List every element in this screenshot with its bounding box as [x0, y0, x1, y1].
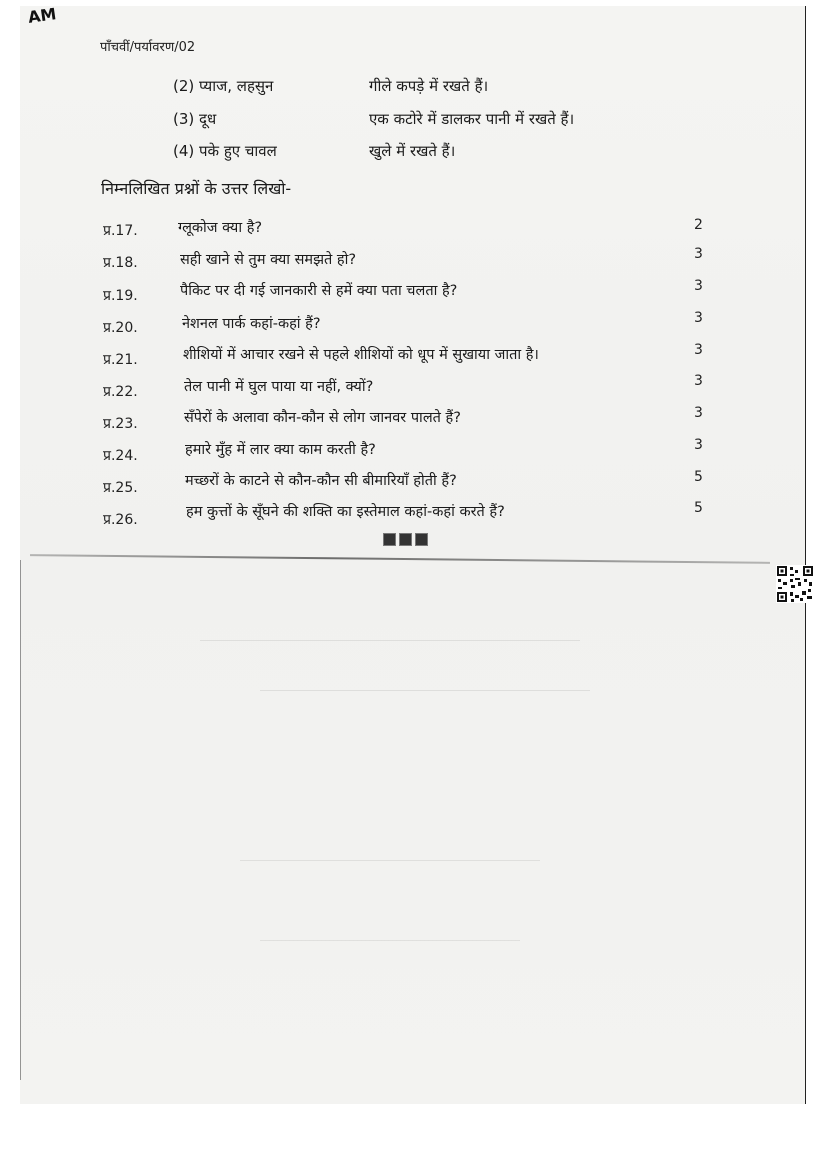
question-text: तेल पानी में घुल पाया या नहीं, क्यों? — [184, 379, 374, 395]
match-right-2: गीले कपड़े में रखते हैं। — [369, 77, 489, 95]
question-marks: 3 — [694, 342, 703, 358]
end-block — [415, 533, 428, 546]
question-text: हम कुत्तों के सूँघने की शक्ति का इस्तेमाल कहां-कहां करते हैं? — [186, 504, 505, 520]
question-number: प्र.24. — [103, 448, 138, 464]
question-number: प्र.26. — [103, 512, 138, 528]
question-marks: 5 — [694, 469, 703, 485]
question-number: प्र.20. — [103, 320, 138, 336]
scan-noise — [240, 860, 540, 861]
question-number: प्र.25. — [103, 480, 138, 496]
question-marks: 2 — [694, 217, 703, 233]
match-left-3: (3) दूध — [173, 110, 217, 128]
question-number: प्र.23. — [103, 416, 138, 432]
question-text: मच्छरों के काटने से कौन-कौन सी बीमारियाँ होती हैं? — [185, 473, 457, 489]
end-block — [399, 533, 412, 546]
question-number: प्र.21. — [103, 352, 138, 368]
scan-noise — [200, 640, 580, 641]
question-text: सँपेरों के अलावा कौन-कौन से लोग जानवर पालते हैं? — [184, 410, 461, 426]
qr-code-icon — [776, 565, 814, 603]
question-marks: 3 — [694, 278, 703, 294]
question-text: नेशनल पार्क कहां-कहां हैं? — [182, 316, 321, 332]
match-left-2: (2) प्याज, लहसुन — [173, 77, 274, 95]
question-text: सही खाने से तुम क्या समझते हो? — [180, 252, 357, 268]
scan-noise — [260, 690, 590, 691]
question-marks: 3 — [694, 246, 703, 262]
question-number: प्र.19. — [103, 288, 138, 304]
question-text: ग्लूकोज क्या है? — [178, 220, 263, 236]
question-marks: 3 — [694, 437, 703, 453]
question-text: पैकिट पर दी गई जानकारी से हमें क्या पता चलता है? — [180, 283, 458, 299]
match-left-4: (4) पके हुए चावल — [173, 142, 277, 160]
question-number: प्र.18. — [103, 255, 138, 271]
match-right-3: एक कटोरे में डालकर पानी में रखते हैं। — [369, 110, 575, 128]
page-left-edge — [20, 560, 21, 1080]
page-edge-line — [805, 6, 806, 1104]
question-marks: 3 — [694, 310, 703, 326]
page-header: पाँचवीं/पर्यावरण/02 — [100, 40, 196, 55]
end-of-paper-mark — [383, 533, 428, 546]
question-marks: 3 — [694, 405, 703, 421]
question-marks: 3 — [694, 373, 703, 389]
handwritten-corner-mark: AM — [26, 4, 58, 27]
end-block — [383, 533, 396, 546]
question-text: हमारे मुँह में लार क्या काम करती है? — [185, 442, 376, 458]
scan-noise — [260, 940, 520, 941]
question-number: प्र.22. — [103, 384, 138, 400]
question-text: शीशियों में आचार रखने से पहले शीशियों को धूप में सुखाया जाता है। — [183, 347, 539, 363]
question-number: प्र.17. — [103, 223, 138, 239]
section-instruction: निम्नलिखित प्रश्नों के उत्तर लिखो- — [101, 179, 292, 198]
question-marks: 5 — [694, 500, 703, 516]
match-right-4: खुले में रखते हैं। — [369, 142, 456, 160]
